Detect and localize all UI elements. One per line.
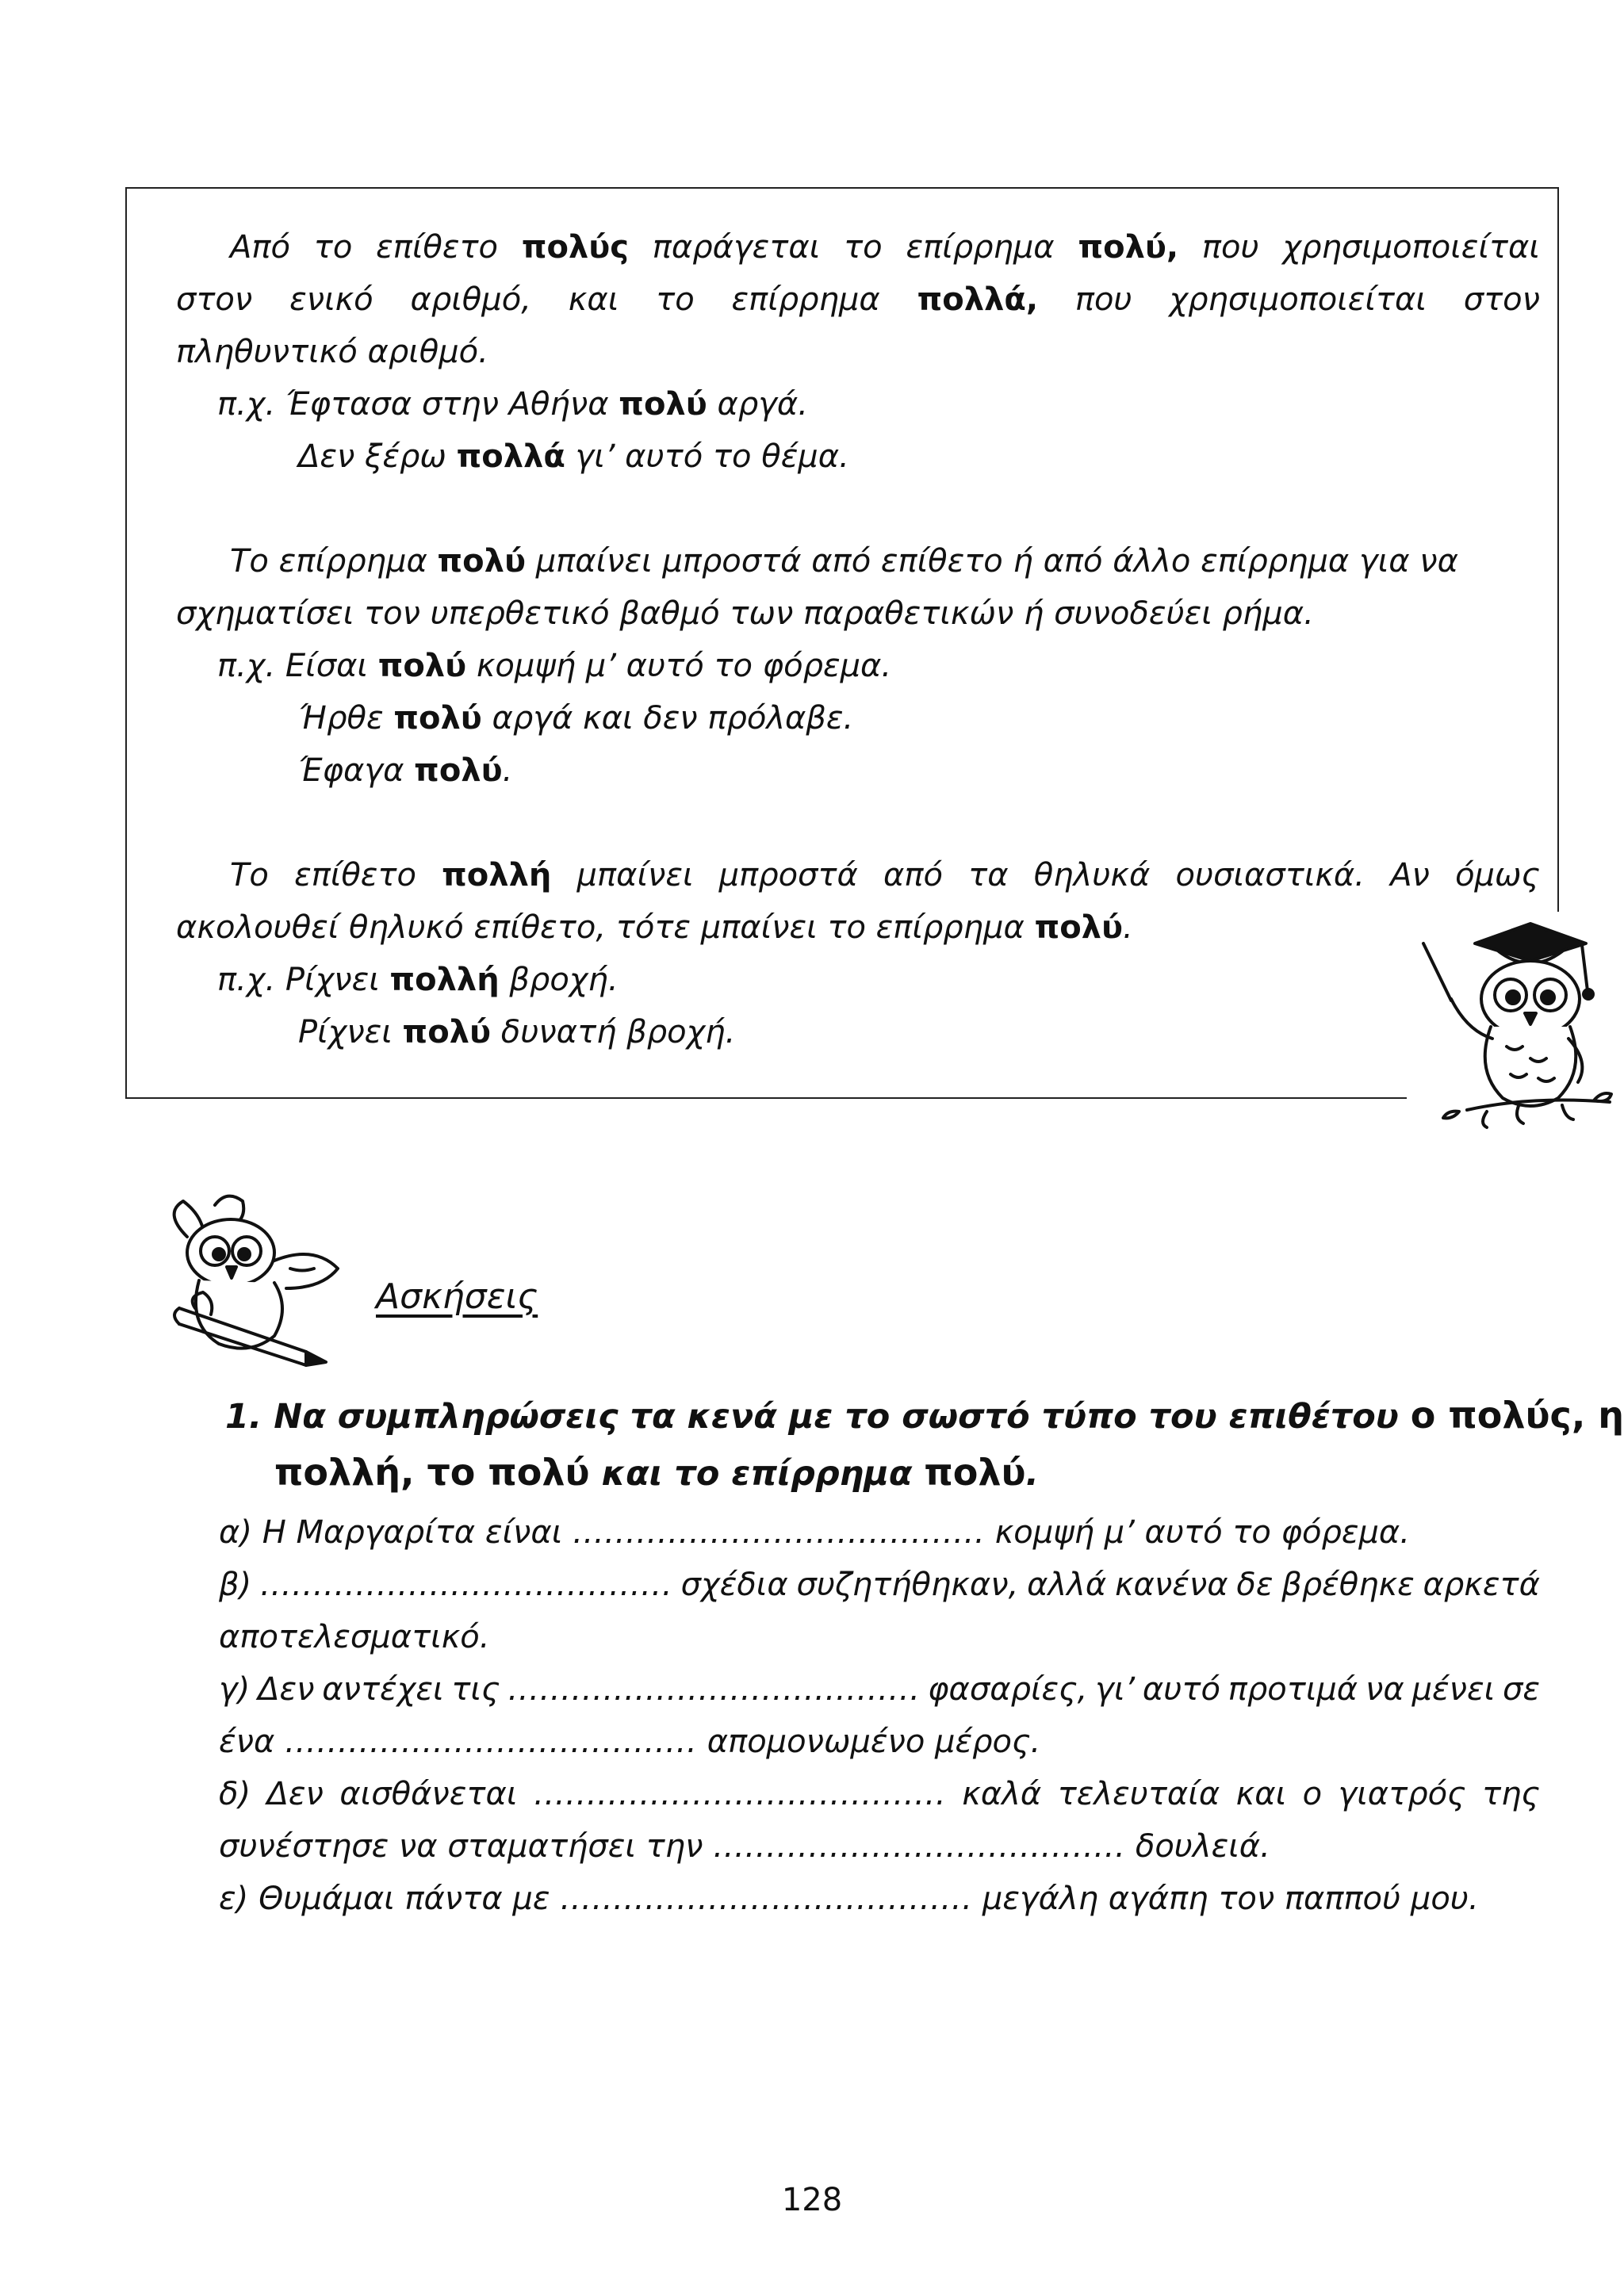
exercise-item-b-line2: αποτελεσματικό. — [219, 1619, 490, 1655]
rule-p3-example2: Ρίχνει πολύ δυνατή βροχή. — [298, 1014, 736, 1050]
exercise-item-d-line1: δ) Δεν αισθάνεται ………………………………… καλά τελευταία και ο γιατρός της — [219, 1776, 1540, 1812]
rule-p3-line2: ακολουθεί θηλυκό επίθετο, τότε μπαίνει το επίρρημα πολύ. — [176, 909, 1133, 946]
rule-p2-example2: Ήρθε πολύ αργά και δεν πρόλαβε. — [298, 700, 854, 737]
exercise-item-c-line2: ένα ………………………………… απομονωμένο μέρος. — [219, 1724, 1041, 1760]
rule-p2-line2: σχηματίσει τον υπερθετικό βαθμό των παραθετικών ή συνοδεύει ρήμα. — [176, 595, 1314, 632]
rule-p1-example1: π.χ. Έφτασα στην Αθήνα πολύ αργά. — [217, 386, 808, 423]
exercise-item-a: α) Η Μαργαρίτα είναι ………………………………… κομψή μ’ αυτό το φόρεμα. — [219, 1514, 1410, 1551]
rule-p2-example1: π.χ. Είσαι πολύ κομψή μ’ αυτό το φόρεμα. — [217, 648, 892, 684]
page-number: 128 — [781, 2182, 843, 2218]
rule-p1-line1: Από το επίθετο πολύς παράγεται το επίρρημα πολύ, που χρησιμοποιείται — [230, 229, 1540, 266]
rule-p1-example2: Δεν ξέρω πολλά γι’ αυτό το θέμα. — [298, 438, 849, 475]
rule-p3-line1: Το επίθετο πολλή μπαίνει μπροστά από τα θηλυκά ουσιαστικά. Αν όμως — [230, 857, 1540, 894]
exercise-item-d-line2: συνέστησε να σταματήσει την ………………………………… δουλειά. — [219, 1828, 1270, 1865]
exercise-item-b-line1: β) ………………………………… σχέδια συζητήθηκαν, αλλά κανένα δε βρέθηκε αρκετά — [219, 1567, 1540, 1603]
exercises-title: Ασκήσεις — [376, 1276, 538, 1317]
rule-p1-line3: πληθυντικό αριθμό. — [176, 334, 488, 370]
exercise-item-e: ε) Θυμάμαι πάντα με ………………………………… μεγάλη αγάπη τον παππού μου. — [219, 1881, 1479, 1917]
rule-box-bottom-border — [125, 1097, 1407, 1099]
owl-teacher-icon — [1419, 912, 1618, 1134]
exercise-1-instruction-line1: 1. Να συμπληρώσεις τα κενά με το σωστό τύπο του επιθέτου ο πολύς, η — [225, 1394, 1624, 1437]
exercise-1-instruction-line2: πολλή, το πολύ και το επίρρημα πολύ. — [274, 1451, 1039, 1494]
owl-pencil-icon — [155, 1189, 362, 1372]
rule-p2-example3: Έφαγα πολύ. — [298, 752, 513, 789]
exercise-item-c-line1: γ) Δεν αντέχει τις ………………………………… φασαρίες, γι’ αυτό προτιμά να μένει σε — [219, 1671, 1540, 1708]
rule-p2-line1: Το επίρρημα πολύ μπαίνει μπροστά από επίθετο ή από άλλο επίρρημα για να — [230, 543, 1458, 580]
rule-p1-line2: στον ενικό αριθμό, και το επίρρημα πολλά, που χρησιμοποιείται στον — [176, 281, 1540, 318]
rule-p3-example1: π.χ. Ρίχνει πολλή βροχή. — [217, 962, 619, 998]
